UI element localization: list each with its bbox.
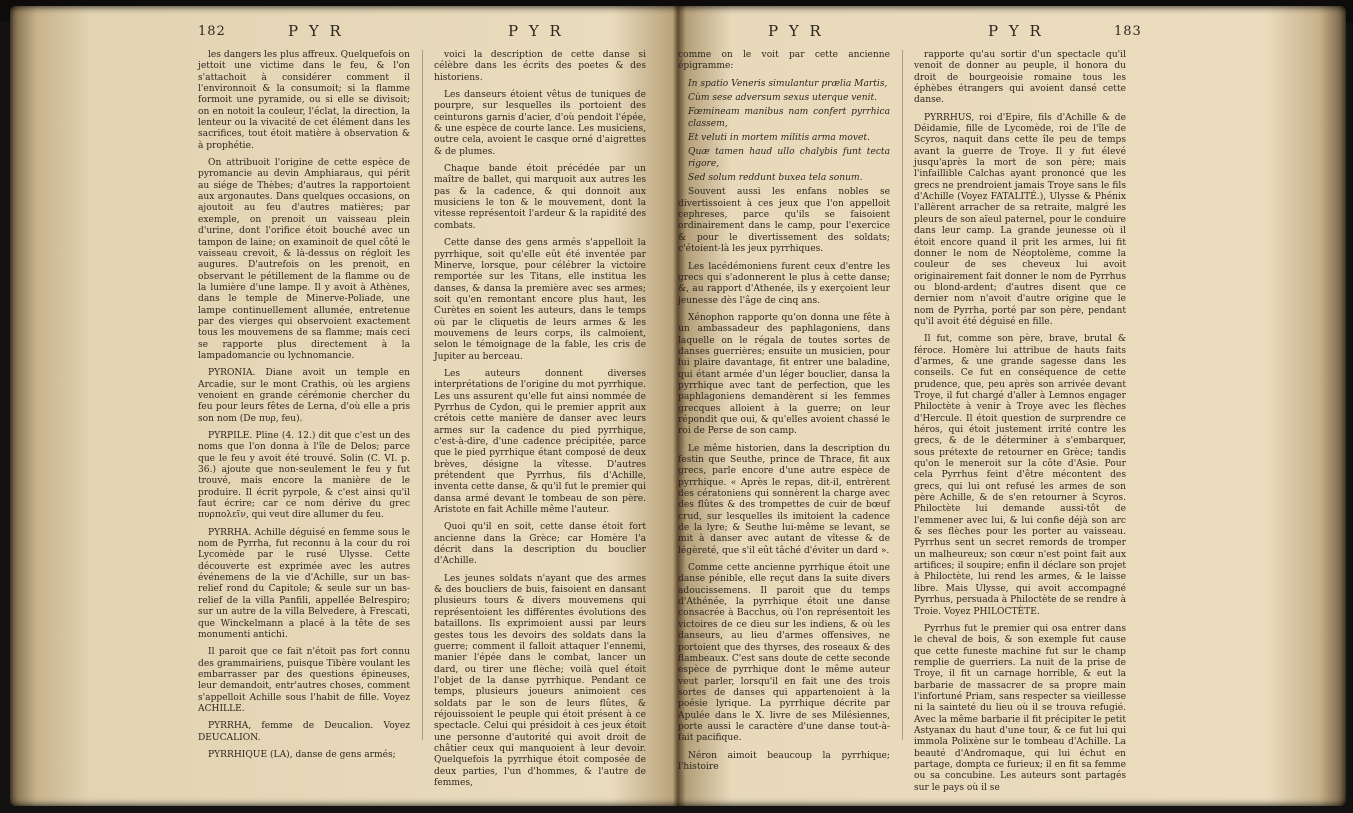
paragraph: Comme cette ancienne pyrrhique étoit une danse pénible, elle reçut dans la suite divers adoucissemens. Il paroit que du temps d'Athénée, la pyrrhique étoit une danse consacrée à Bacchus, où l'on représentoit les victoires de ce dieu sur les indiens, & où les danseurs, au lieu d'armes offensives, ne portoient que des thyrses, des roseaux & des flambeaux. C'est sans doute de cette seconde espèce de pyrrhique dont le même auteur veut parler, lorsqu'il en fait une des trois sortes de danses qui appartenoient à la poésie lyrique. La pyrrhique décrite par Apulée dans le X. livre de ses Milésiennes, porte aussi le caractère d'une danse tout-à-fait pacifique. xyxy=(678,563,890,744)
paragraph: On attribuoit l'origine de cette espèce de pyromancie au devin Amphiaraus, qui périt au siége de Thèbes; d'autres la rapportoient aux argonautes. Dans quelques occasions, on ajoutoit au feu d'autres matières; par exemple, on prenoit un vaisseau plein d'urine, dont l'orifice étoit bouché avec un tampon de laine; on examinoit de quel côté le vaisseau crevoit, & là-dessus on régloit les augures. D'autrefois on les prenoit, en observant le pétillement de la flamme ou de la lumière d'une lampe. Il y avoit à Athènes, dans le temple de Minerve-Poliade, une lampe continuellement allumée, entretenue par des vierges qui observoient exactement tous les mouvemens de sa flamme; mais ceci se rapporte plus directement à la lampadomancie ou lychnomancie. xyxy=(198,158,410,361)
paragraph: Pyrrhus fut le premier qui osa entrer dans le cheval de bois, & son exemple fut cause que cette funeste machine fut sur le champ remplie de guerriers. La nuit de la prise de Troye, il fit un carnage horrible, & eut la barbarie de massacrer de sa propre main l'infortuné Priam, sans respecter sa vieillesse ni la sainteté du lieu où il se trouva refugié. Avec la même barbarie il fit précipiter le petit Astyanax du haut d'une tour, & ce fut lui qui immola Polixène sur le tombeau d'Achille. La beauté d'Andromaque, qui lui échut en partage, dompta ce furieux; il en fit sa femme ou sa concubine. Les auteurs sont partagés sur le pays où il se xyxy=(914,623,1126,793)
verse-line: Sed solum reddunt buxea tela sonum. xyxy=(688,173,863,184)
right-head-title-1: P Y R xyxy=(768,22,824,40)
right-head-title-2: P Y R xyxy=(988,22,1044,40)
verse-line: Cùm sese adversum sexus uterque venit. xyxy=(688,93,878,104)
left-page-number: 182 xyxy=(198,24,226,39)
paragraph: PYRRHUS, roi d'Epire, fils d'Achille & de Déidamie, fille de Lycomède, roi de l'île de Scyros, naquit dans cette île peu de temps avant la guerre de Troye. Il y fut élevé jusqu'après la mort de son père; mais l'infaillible Calchas ayant prononcé que les grecs ne prendroient jamais Troye sans le fils d'Achille (Voyez FATALITÉ.), Ulysse & Phénix l'allèrent arracher de sa retraite, malgré les pleurs de son aïeul paternel, pour le conduire dans leur camp. La grande jeunesse où il étoit encore quand il prit les armes, lui fit donner le nom de Néoptolème, comme la couleur de ses cheveux lui avoit originairement fait donner le nom de Pyrrhus ou blond-ardent; d'autres disent que ce dernier nom n'avoit d'autre origine que le nom de Pyrrha, porté par son père, pendant qu'il avoit été déguisé en fille. xyxy=(914,112,1126,327)
right-column-1 xyxy=(678,50,890,772)
verse-line: In spatio Veneris simulantur prælia Martis, xyxy=(688,78,888,89)
paragraph: PYRPILE. Pline (4. 12.) dit que c'est un des noms que l'on donna à l'île de Delos; parce que le feu y avoit été trouvé. Solin (C. VI. p. 36.) ajoute que non-seulement le feu y fut trouvé, mais encore la manière de le produire. Il écrit pyrpole, & c'est ainsi qu'il faut écrire; car ce nom dérive du grec πυρπολεῖν, qui veut dire allumer du feu. xyxy=(198,431,410,521)
paragraph: PYRONIA. Diane avoit un temple en Arcadie, sur le mont Crathis, où les argiens venoient en grande cérémonie chercher du feu pour leurs fêtes de Lerna, d'où elle a pris son nom (De πυρ, feu). xyxy=(198,368,410,424)
left-head-title-2: P Y R xyxy=(508,22,564,40)
left-head-title-1: P Y R xyxy=(288,22,344,40)
column-rule xyxy=(902,50,903,740)
verse-line: Fœmineam manibus nam confert pyrrhica classem, xyxy=(688,107,890,129)
paragraph: PYRRHIQUE (LA), danse de gens armés; xyxy=(208,749,396,760)
epigram-intro: comme on le voit par cette ancienne épigramme: xyxy=(678,50,890,72)
paragraph: Les danseurs étoient vêtus de tuniques de pourpre, sur lesquelles ils portoient des ceinturons garnis d'acier, d'où pendoit l'épée, & une espèce de courte lance. Les musiciens, outre cela, avoient le casque orné d'aigrettes & de plumes. xyxy=(434,90,646,157)
paragraph: Il paroit que ce fait n'étoit pas fort connu des grammairiens, puisque Tibère voulant les embarrasser par des questions épineuses, leur demandoit, entr'autres choses, comment s'appelloit Achille sous l'habit de fille. Voyez ACHILLE. xyxy=(198,647,410,714)
paragraph: Xénophon rapporte qu'on donna une fête à un ambassadeur des paphlagoniens, dans laquelle on le régala de toutes sortes de danses guerrières; ensuite un musicien, pour lui plaire davantage, fit entrer une baladine, qui étant armée d'un léger bouclier, dansa la pyrrhique avec tant de perfection, que les paphlagoniens demandèrent si les femmes grecques alloient à la guerre; on leur répondit que oui, & qu'elles avoient chassé le roi de Perse de son camp. xyxy=(678,312,890,437)
right-column-2 xyxy=(914,50,1126,793)
left-running-head xyxy=(198,22,658,46)
column-rule xyxy=(422,50,423,740)
paragraph: Cette danse des gens armés s'appelloit la pyrrhique, soit qu'elle eût été inventée par Minerve, lorsque, pour célébrer la victoire remportée sur les Titans, elle institua les danses, & dansa la première avec ses armes; soit qu'en remontant encore plus haut, les Curètes en soient les auteurs, dans le temps où par le cliquetis de leurs armes & les mouvemens de leurs corps, ils calmoient, selon le témoignage de la fable, les cris de Jupiter au berceau. xyxy=(434,238,646,362)
paragraph: Néron aimoit beaucoup la pyrrhique; l'histoire xyxy=(678,750,890,772)
paragraph: Chaque bande étoit précédée par un maître de ballet, qui marquoit aux autres les pas & la cadence, & qui donnoit aux musiciens le ton & le mouvement, dont la vitesse représentoit l'ardeur & la rapidité des combats. xyxy=(434,164,646,231)
paragraph: voici la description de cette danse si célèbre dans les écrits des poetes & des historiens. xyxy=(434,50,646,83)
latin-epigram xyxy=(678,79,890,185)
right-page-number: 183 xyxy=(1114,24,1142,39)
paragraph: Les lacédémoniens furent ceux d'entre les grecs qui s'adonnerent le plus à cette danse; &, au rapport d'Athenée, ils y exerçoient leur jeunesse dès l'âge de cinq ans. xyxy=(678,261,890,306)
paragraph: Les jeunes soldats n'ayant que des armes & des boucliers de buis, faisoient en dansant plusieurs tours & divers mouvemens qui représentoient les différentes évolutions des bataillons. Ils exprimoient aussi par leurs gestes tous les devoirs des soldats dans la guerre; comment il falloit attaquer l'ennemi, manier l'épée dans le combat, lancer un dard, ou tirer une flèche; voilà quel étoit l'objet de la danse pyrrhique. Pendant ce temps, plusieurs joueurs animoient ces soldats par le son de leurs flûtes, & réjouissoient le peuple qui étoit présent à ce spectacle. Celui qui présidoit à ces jeux étoit une personne d'autorité qui avoit droit de châtier ceux qui manquoient à leur devoir. Quelquefois la pyrrhique étoit composée de deux parties, l'un d'hommes, & l'autre de femmes, xyxy=(434,573,646,788)
left-column-2 xyxy=(434,50,646,788)
paragraph: les dangers les plus affreux. Quelquefois on jettoit une victime dans le feu, & l'on s'attachoit à considérer comment il l'environnoit & la consumoit; si la flamme formoit une pyramide, ou si elle se divisoit; on en notoit la couleur, l'éclat, la direction, la lenteur ou la vivacité de cet élément dans les sacrifices, tout étoit matière à observation & à prophétie. xyxy=(198,50,410,151)
paragraph: Le même historien, dans la description du festin que Seuthe, prince de Thrace, fit aux grecs, parle encore d'une autre espèce de pyrrhique. « Après le repas, dit-il, entrèrent des cératoniens qui sonnèrent la charge avec des flûtes & des trompettes de cuir de bœuf crud, sur lesquelles ils imitoient la cadence de la lyre; & Seuthe lui-même se levant, se mit à danser avec autant de vîtesse & de légèreté, que s'il eût tâché d'éviter un dard ». xyxy=(678,443,890,556)
paragraph: Les auteurs donnent diverses interprétations de l'origine du mot pyrrhique. Les uns assurent qu'elle fut ainsi nommée de Pyrrhus de Cydon, qui le premier apprit aux crétois cette manière de danser avec leurs armes sur la cadence du pied pyrrhique, c'est-à-dire, d'une cadence précipitée, parce que le pied pyrrhique étant composé de deux brèves, désigne la vîtesse. D'autres prétendent que Pyrrhus, fils d'Achille, inventa cette danse, & qu'il fut le premier qui dansa armé devant le tombeau de son père. Aristote en fait Achille même l'auteur. xyxy=(434,368,646,516)
paragraph: PYRRHA, femme de Deucalion. Voyez DEUCALION. xyxy=(198,721,410,743)
verse-line: Quæ tamen haud ullo chalybis funt tecta rigore, xyxy=(688,147,890,169)
verse-line: Et veluti in mortem militis arma movet. xyxy=(688,133,870,144)
paragraph: rapporte qu'au sortir d'un spectacle qu'il venoit de donner au peuple, il honora du droit de bourgeoisie romaine tous les éphèbes étrangers qui avoient dansé cette danse. xyxy=(914,50,1126,106)
left-column-1 xyxy=(198,50,410,760)
paragraph: Quoi qu'il en soit, cette danse étoit fort ancienne dans la Grèce; car Homère l'a décrit dans la description du bouclier d'Achille. xyxy=(434,522,646,567)
paragraph: Souvent aussi les enfans nobles se divertissoient à ces jeux que l'on appelloit cephreses, parce qu'ils se faisoient ordinairement dans le camp, pour l'exercice & pour le divertissement des soldats; c'étoient-là les jeux pyrrhiques. xyxy=(678,187,890,255)
right-running-head xyxy=(678,22,1142,46)
paragraph: Il fut, comme son père, brave, brutal & féroce. Homère lui attribue de hauts faits d'armes, & une grande sagesse dans les conseils. Ce fut en conséquence de cette prudence, que, peu après son arrivée devant Troye, il fut chargé d'aller à Lemnos engager Philoctète à venir à Troye avec les flèches d'Hercule. Il étoit question de surprendre ce héros, qui étoit justement irrité contre les grecs, & de le déterminer à s'embarquer, sous prétexte de retourner en Grèce; tandis qu'on le meneroit sur la côte d'Asie. Pour cela Pyrrhus feint d'être mécontent des grecs, qui lui ont refusé les armes de son père Achille, & de s'en retourner à Scyros. Philoctète lui demande aussi-tôt de l'emmener avec lui, & lui confie déjà son arc & ses flèches pour les porter au vaisseau. Pyrrhus sent un secret remords de tromper un malheureux; son cœur n'est point fait aux artifices; il soupire; enfin il déclare son projet à Philoctète, lui rend les armes, & le laisse libre. Mais Ulysse, qui avoit accompagné Pyrrhus, persuada à Philoctète de se rendre à Troie. Voyez PHILOCTÈTE. xyxy=(914,334,1126,617)
paragraph: PYRRHA. Achille déguisé en femme sous le nom de Pyrrha, fut reconnu à la cour du roi Lycomède par le rusé Ulysse. Cette découverte est exprimée avec les autres événemens de la vie d'Achille, sur un bas-relief rond du Capitole; & seule sur un bas-relief de la villa Panfili, appellée Belrespiro; sur un autre de la villa Belvedere, à Frescati, que Winckelmann a placé à la tête de ses monumenti antichi. xyxy=(198,527,410,640)
